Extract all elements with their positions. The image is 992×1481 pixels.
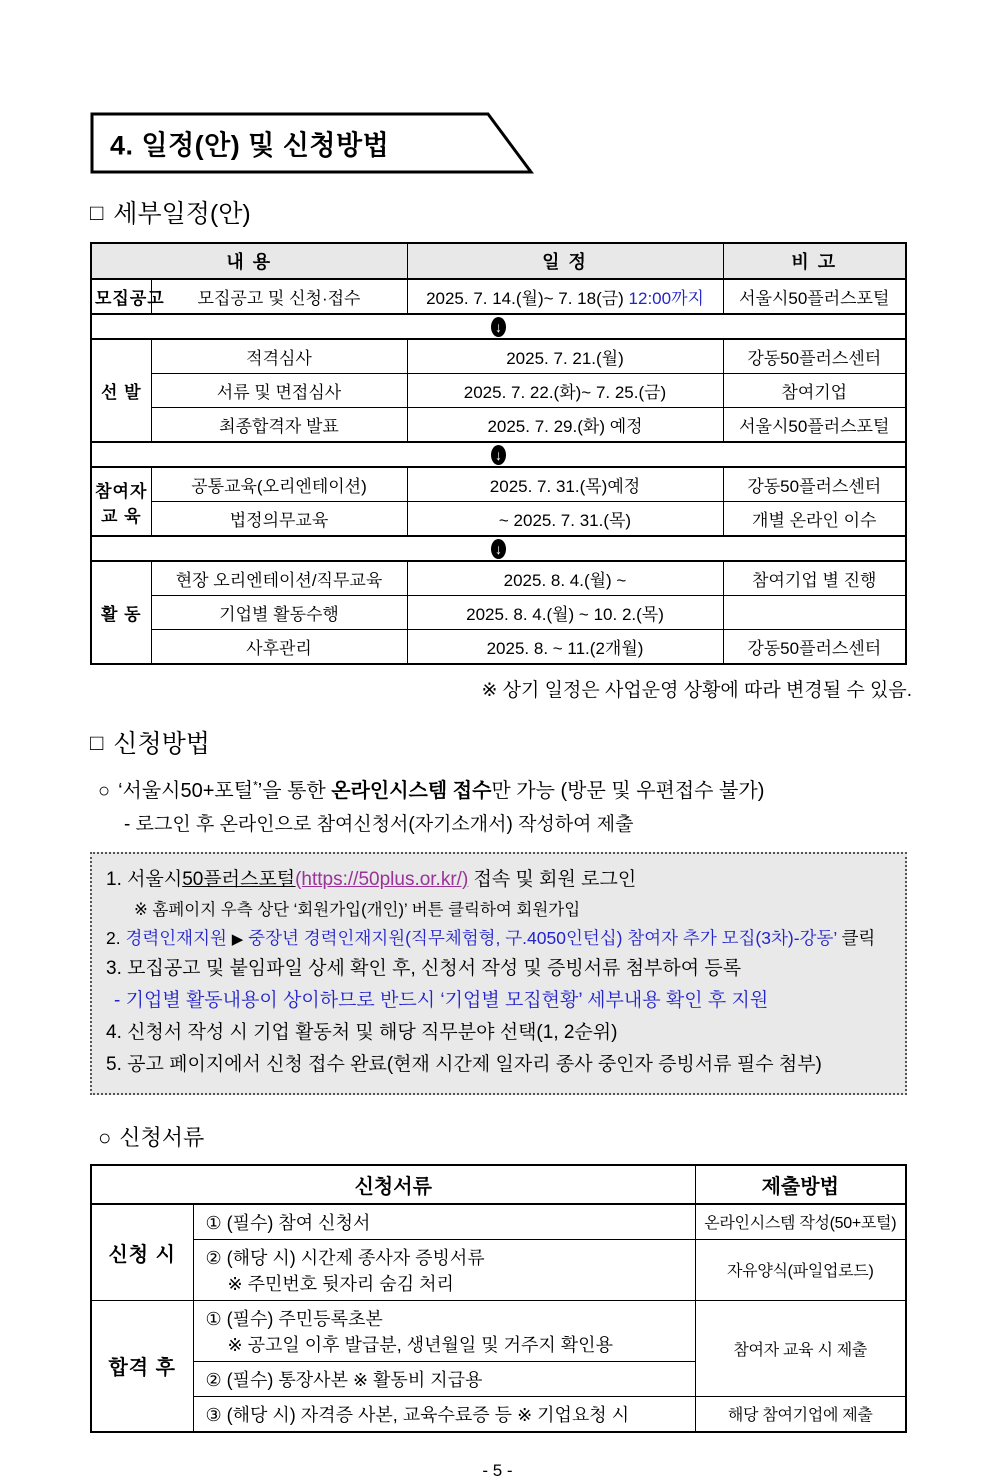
portal-link-url[interactable]: (https://50plus.or.kr/) — [295, 869, 469, 890]
apply-heading-text: 신청방법 — [113, 730, 210, 758]
cell-date: 2025. 8. 4.(월) ~ — [407, 561, 723, 596]
group-label-education — [91, 467, 151, 536]
cell-doc — [193, 1239, 695, 1300]
header-note: 비 고 — [723, 243, 906, 279]
cell-content: 적격심사 — [151, 339, 407, 374]
doc-line1: ② (해당 시) 시간제 종사자 증빙서류 — [205, 1247, 485, 1268]
step1-post: 접속 및 회원 로그인 — [468, 869, 637, 890]
group-label-line2: 교 육 — [100, 506, 142, 526]
circle-bullet-icon: ○ — [98, 780, 111, 802]
doc-line1: ① (필수) 주민등록초본 — [205, 1308, 383, 1329]
table-row-education-2 — [91, 502, 906, 537]
documents-heading-text: 신청서류 — [119, 1124, 205, 1150]
title-banner — [90, 112, 534, 174]
apply-line1-bold: 온라인시스템 접수 — [331, 780, 492, 802]
table-row-recruit — [91, 279, 906, 314]
group-label-pass: 합격 후 — [91, 1300, 193, 1432]
cell-date: 2025. 7. 31.(목)예정 — [407, 467, 723, 502]
circle-bullet-icon: ○ — [98, 1124, 112, 1150]
documents-header-row — [91, 1165, 906, 1204]
document-page — [90, 0, 912, 1481]
page-number: - 5 - — [482, 1460, 513, 1480]
cell-note: 강동50플러스센터 — [723, 339, 906, 374]
table-row-selection-1 — [91, 339, 906, 374]
cell-content: 사후관리 — [151, 630, 407, 665]
documents-heading — [98, 1121, 905, 1152]
portal-link-name[interactable]: 50플러스포털 — [182, 869, 296, 890]
table-row-selection-3 — [91, 408, 906, 443]
cell-content: 최종합격자 발표 — [151, 408, 407, 443]
right-arrow-icon: ▶ — [231, 930, 244, 948]
cell-note: 개별 온라인 이수 — [723, 502, 906, 537]
cell-note: 참여기업 별 진행 — [723, 561, 906, 596]
arrow-row — [91, 314, 906, 339]
cell-content: 모집공고 및 신청·접수 — [151, 279, 407, 314]
doc-line2: ※ 주민번호 뒷자리 숨김 처리 — [227, 1273, 454, 1294]
table-row-education-1 — [91, 467, 906, 502]
table-row-activity-2 — [91, 596, 906, 630]
down-arrow-icon: ↓ — [491, 445, 506, 465]
schedule-table — [90, 242, 907, 665]
cell-doc: ② (필수) 통장사본 ※ 활동비 지급용 — [193, 1361, 695, 1396]
cell-doc — [193, 1300, 695, 1361]
cell-note: 참여기업 — [723, 374, 906, 408]
schedule-note: ※ 상기 일정은 사업운영 상황에 따라 변경될 수 있음. — [481, 680, 912, 701]
cell-note: 서울시50플러스포털 — [723, 408, 906, 443]
apply-sub-line: - 로그인 후 온라인으로 참여신청서(자기소개서) 작성하여 제출 — [124, 814, 634, 835]
doc-line2: ※ 공고일 이후 발급분, 생년월일 및 거주지 확인용 — [227, 1334, 613, 1355]
table-row-selection-2 — [91, 374, 906, 408]
step2-post: 클릭 — [836, 927, 876, 948]
apply-line1-post: 만 가능 (방문 및 우편접수 불가) — [491, 780, 765, 802]
group-label-selection: 선 발 — [91, 339, 151, 442]
cell-date: ~ 2025. 7. 31.(목) — [407, 502, 723, 537]
table-row-activity-1 — [91, 561, 906, 596]
step-3-sub: - 기업별 활동내용이 상이하므로 반드시 ‘기업별 모집현황’ 세부내용 확인 후 지원 — [114, 990, 769, 1012]
table-row-apply-1 — [91, 1204, 906, 1240]
table-row-activity-3 — [91, 630, 906, 665]
arrow-row — [91, 536, 906, 561]
cell-content: 현장 오리엔테이션/직무교육 — [151, 561, 407, 596]
step-4: 4. 신청서 작성 시 기업 활동처 및 해당 직무분야 선택(1, 2순위) — [106, 1022, 618, 1044]
down-arrow-icon: ↓ — [491, 539, 506, 559]
cell-date: 2025. 7. 21.(월) — [407, 339, 723, 374]
arrow-row — [91, 442, 906, 467]
arrow-cell — [91, 442, 906, 467]
step-2 — [106, 924, 891, 953]
group-label-recruit: 모집공고 — [91, 279, 151, 314]
cell-content: 서류 및 면접심사 — [151, 374, 407, 408]
footnote-asterisk: * — [253, 778, 258, 793]
group-label-activity: 활 동 — [91, 561, 151, 664]
apply-line1-pre: ‘서울시50+포털 — [118, 780, 254, 802]
cell-date: 2025. 8. 4.(월) ~ 10. 2.(목) — [407, 596, 723, 630]
cell-date: 2025. 7. 22.(화)~ 7. 25.(금) — [407, 374, 723, 408]
step2-menu2: 중장년 경력인재지원(직무체험형, 구.4050인턴십) 참여자 추가 모집(3차)-강동’ — [243, 927, 837, 948]
arrow-cell — [91, 536, 906, 561]
square-bullet-icon: □ — [90, 730, 104, 755]
cell-note: 강동50플러스센터 — [723, 467, 906, 502]
step-5: 5. 공고 페이지에서 신청 접수 완료(현재 시간제 일자리 종사 중인자 증빙서류 필수 첨부) — [106, 1054, 822, 1076]
cell-note: 서울시50플러스포털 — [723, 279, 906, 314]
page-title: 4. 일정(안) 및 신청방법 — [110, 130, 390, 161]
header-date: 일 정 — [407, 243, 723, 279]
step-1-note: ※ 홈페이지 우측 상단 ‘회원가입(개인)’ 버튼 클릭하여 회원가입 — [134, 900, 581, 919]
schedule-header-row — [91, 243, 906, 279]
apply-section-heading — [90, 724, 905, 760]
cell-method: 참여자 교육 시 제출 — [695, 1300, 906, 1396]
cell-content: 법정의무교육 — [151, 502, 407, 537]
cell-method: 해당 참여기업에 제출 — [695, 1396, 906, 1432]
cell-date: 2025. 7. 29.(화) 예정 — [407, 408, 723, 443]
step1-pre: 1. 서울시 — [106, 869, 183, 890]
table-row-pass-1 — [91, 1300, 906, 1361]
table-row-pass-3 — [91, 1396, 906, 1432]
step-3: 3. 모집공고 및 붙임파일 상세 확인 후, 신청서 작성 및 증빙서류 첨부하여 등록 — [106, 958, 742, 980]
cell-date — [407, 279, 723, 314]
step2-num: 2. — [106, 927, 126, 948]
step-1 — [106, 864, 891, 896]
cell-date: 2025. 8. ~ 11.(2개월) — [407, 630, 723, 665]
step2-menu1: 경력인재지원 — [125, 927, 232, 948]
header-content: 내 용 — [91, 243, 407, 279]
cell-method: 자유양식(파일업로드) — [695, 1239, 906, 1300]
arrow-cell — [91, 314, 906, 339]
documents-table — [90, 1164, 907, 1433]
date-deadline-highlight: 12:00까지 — [628, 289, 704, 308]
header-docs: 신청서류 — [91, 1165, 695, 1204]
schedule-section-heading — [90, 194, 905, 230]
date-text: 2025. 7. 14.(월)~ 7. 18(금) — [426, 289, 629, 308]
down-arrow-icon: ↓ — [491, 317, 506, 337]
table-row-apply-2 — [91, 1239, 906, 1300]
cell-note: 강동50플러스센터 — [723, 630, 906, 665]
apply-line1-mid: ’을 통한 — [257, 780, 332, 802]
cell-doc: ③ (해당 시) 자격증 사본, 교육수료증 등 ※ 기업요청 시 — [193, 1396, 695, 1432]
cell-method: 온라인시스템 작성(50+포털) — [695, 1204, 906, 1240]
cell-content: 공통교육(오리엔테이션) — [151, 467, 407, 502]
schedule-heading-text: 세부일정(안) — [113, 200, 251, 228]
group-label-line1: 참여자 — [95, 481, 148, 501]
cell-content: 기업별 활동수행 — [151, 596, 407, 630]
application-steps-box — [90, 852, 907, 1095]
apply-bullet-line — [98, 774, 905, 803]
group-label-apply: 신청 시 — [91, 1204, 193, 1301]
cell-doc: ① (필수) 참여 신청서 — [193, 1204, 695, 1240]
square-bullet-icon: □ — [90, 200, 104, 225]
header-method: 제출방법 — [695, 1165, 906, 1204]
cell-note — [723, 596, 906, 630]
